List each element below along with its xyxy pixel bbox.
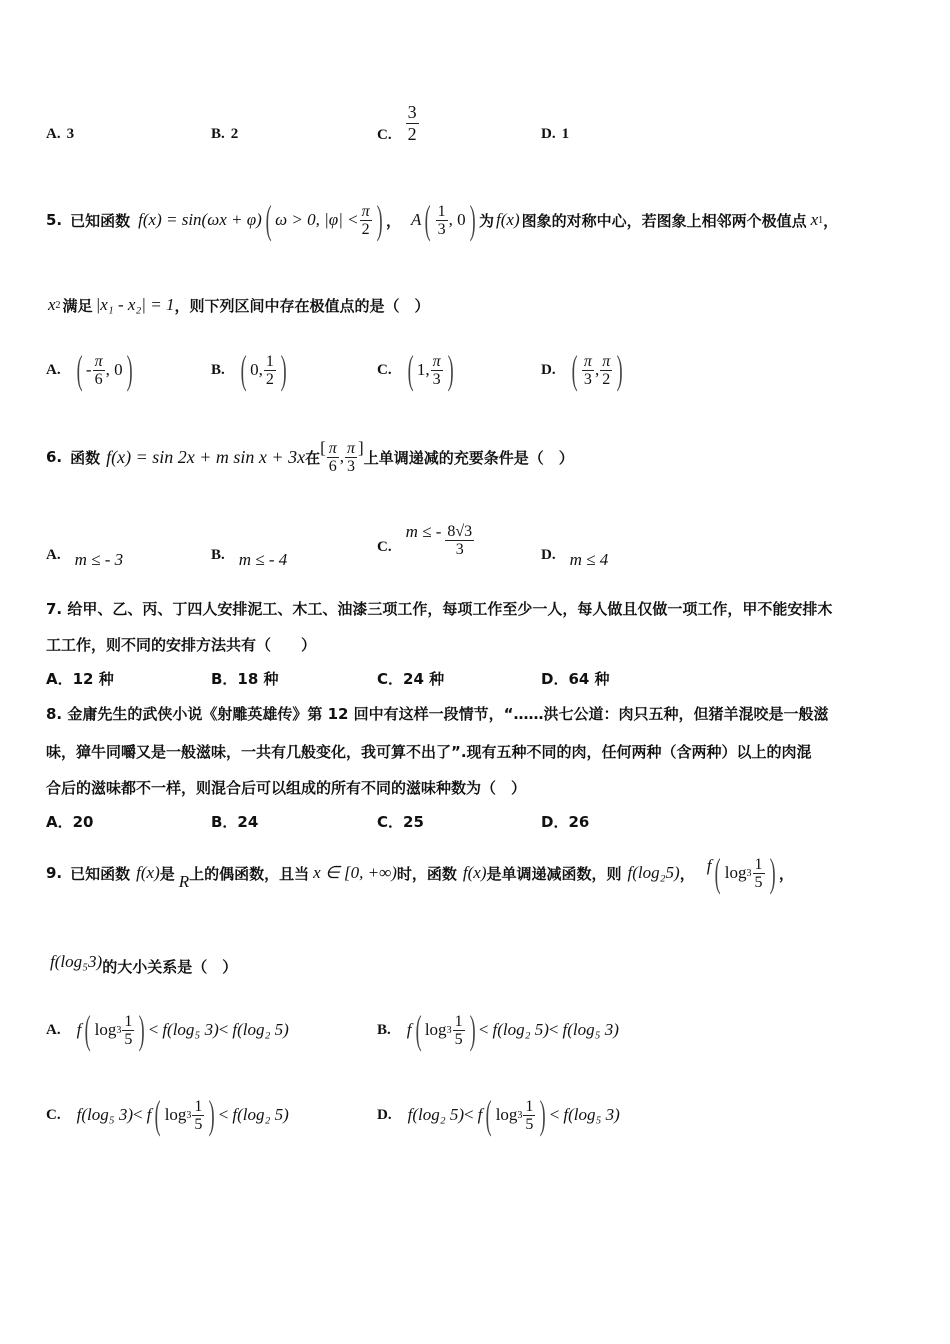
q8-option-c: C．25 bbox=[377, 813, 424, 831]
option-label: C. bbox=[377, 127, 392, 143]
function-expression: f(x) = sin 2x + m sin x + 3x bbox=[106, 446, 306, 467]
question-8-line-2: 味，獐牛同嚼又是一般滋味，一共有几般变化，我可算不出了”.现有五种不同的肉，任何两种（含两种）以上的肉混 bbox=[46, 743, 812, 761]
q8-option-b: B．24 bbox=[211, 813, 259, 831]
q9-option-b: B. f ( log 3 $\frac{1}{5}$ ) < f(log₂ 5) < f(log₅ 3) bbox=[377, 1007, 619, 1052]
question-9-stem-cont: f(log₅3) 的大小关系是（ ） bbox=[50, 951, 238, 976]
question-8-line-3: 合后的滋味都不一样，则混合后可以组成的所有不同的滋味种数为（ ） bbox=[46, 779, 527, 797]
q7-option-c: C．24 种 bbox=[377, 670, 445, 688]
q7-option-d: D．64 种 bbox=[541, 670, 610, 688]
function-expression: f(x) = sin(ωx + φ) bbox=[138, 210, 262, 229]
q7-option-a: A．12 种 bbox=[46, 670, 114, 688]
question-9-stem: 9. 已知函数 f(x) 是 R 上的偶函数，且当 x ∈ [0, +∞) 时，函数 f(x) 是单调递减函数，则 f(log₂5) ， f ( log 3 $\frac{1}{5}$ ) ， bbox=[46, 850, 794, 895]
option-label: B. bbox=[211, 126, 225, 142]
q9-option-a: A. f ( log 3 $\frac{1}{5}$ ) < f(log₅ 3) < f(log₂ 5) bbox=[46, 1007, 289, 1052]
q4-option-a bbox=[46, 126, 74, 143]
q6-option-d: D. m ≤ 4 bbox=[541, 546, 609, 569]
q5-option-c: C. ( 1, $\frac{\pi}{3}$ ) bbox=[377, 347, 454, 392]
option-label: A. bbox=[46, 126, 61, 142]
q8-option-d: D．26 bbox=[541, 813, 590, 831]
q9-option-d: D. f(log₂ 5) < f ( log 3 $\frac{1}{5}$ ) < f(log₅ 3) bbox=[377, 1092, 620, 1137]
q4-option-c bbox=[377, 102, 420, 145]
question-5-stem: 5. 已知函数 f(x) = sin(ωx + φ) ( ω > 0, |φ| < $\frac{\pi}{2}$ ) ， A ( $\frac{1}{3}$ , 0 ) 为 f(x) 图象的对称中心，若图象上相邻两个极值点 x 1 ， bbox=[46, 197, 839, 242]
option-label: D. bbox=[541, 126, 556, 142]
abs-expression: |x₁ - x₂| = 1 bbox=[95, 295, 175, 314]
option-value: 2 bbox=[230, 126, 239, 142]
fraction: $\frac{3}{2}$ bbox=[407, 102, 417, 144]
fraction: $\frac{1}{3}$ bbox=[437, 202, 446, 238]
q9-option-c: C. f(log₅ 3) < f ( log 3 $\frac{1}{5}$ ) < f(log₂ 5) bbox=[46, 1092, 289, 1137]
q7-option-b: B．18 种 bbox=[211, 670, 279, 688]
option-value: 3 bbox=[66, 126, 75, 142]
question-7-line-1: 7. 给甲、乙、丙、丁四人安排泥工、木工、油漆三项工作，每项工作至少一人，每人做且仅做一项工作，甲不能安排木 bbox=[46, 600, 833, 618]
fraction: $\frac{\pi}{2}$ bbox=[361, 202, 370, 238]
q6-option-a: A. m ≤ - 3 bbox=[46, 546, 124, 569]
question-5-stem-cont: x 2 满足 |x₁ - x₂| = 1 ，则下列区间中存在极值点的是（ ） bbox=[48, 295, 430, 315]
q5-option-d: D. ( $\frac{\pi}{3}$ , $\frac{\pi}{2}$ ) bbox=[541, 347, 623, 392]
option-value: 1 bbox=[561, 126, 570, 142]
q4-option-d bbox=[541, 126, 569, 143]
q5-option-b: B. ( 0, $\frac{1}{2}$ ) bbox=[211, 347, 287, 392]
q6-option-b: B. m ≤ - 4 bbox=[211, 546, 288, 569]
q8-option-a: A．20 bbox=[46, 813, 94, 831]
question-7-line-2: 工工作，则不同的安排方法共有（ ） bbox=[46, 636, 317, 654]
question-8-line-1: 8. 金庸先生的武侠小说《射雕英雄传》第 12 回中有这样一段情节，“……洪七公道：肉只五种，但猪羊混咬是一般滋 bbox=[46, 705, 829, 723]
question-number: 5. bbox=[46, 211, 63, 229]
q4-option-b bbox=[211, 126, 238, 143]
q5-option-a: A. ( - $\frac{\pi}{6}$ , 0 ) bbox=[46, 347, 133, 392]
q6-option-c: C. m ≤ - $\frac{8√3}{3}$ bbox=[377, 522, 473, 558]
question-6-stem: 6. 函数 f(x) = sin 2x + m sin x + 3x 在 [ $\frac{\pi}{6}$ , $\frac{\pi}{3}$ ] 上单调递减的充要条件是（ ） bbox=[46, 438, 574, 475]
